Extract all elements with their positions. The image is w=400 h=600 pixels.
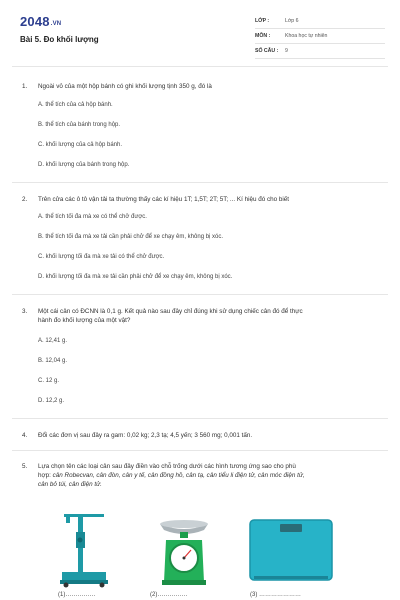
meta-label: SỐ CÂU : [255,48,279,54]
meta-row-class [255,15,385,29]
question-number: 3. [22,308,28,315]
meta-value: Lớp 6 [285,18,299,24]
option-3a[interactable]: A. 12,41 g. [38,338,68,344]
divider [12,450,388,451]
option-3d[interactable]: D. 12,2 g. [38,398,65,404]
lesson-title: Bài 5. Đo khối lượng [20,35,99,44]
option-2b[interactable]: B. thể tích tối đa mà xe tải cần phải chở để xe chạy êm, không bị xóc. [38,234,224,240]
option-1c[interactable]: C. khối lượng của cả hộp bánh. [38,142,123,148]
question-4 [22,431,382,440]
question-2 [22,195,382,204]
stem-italic: cân Robecvan, cân đòn, cân y tế, cân đồng hồ, cân tạ, cân tiểu li điện tử, cân móc điện tử, [50,472,305,479]
question-stem-line1: Một cái cân có ĐCNN là 0,1 g. Kết quả nào sau đây chỉ đúng khi sử dụng chiếc cân đó để thực [38,308,303,315]
logo-text: 2048 [20,14,50,29]
question-5 [22,462,382,489]
question-number: 4. [22,432,28,439]
meta-value: 9 [285,48,288,54]
question-number: 2. [22,196,28,203]
question-3 [22,307,382,325]
caption-1[interactable]: (1)…………… [58,592,96,598]
stem-text: hợp: [38,472,51,479]
question-stem: Đổi các đơn vị sau đây ra gam: 0,02 kg; 2,3 tạ; 4,5 yến; 3 560 mg; 0,001 tấn. [38,432,253,439]
question-stem-line2 [38,471,382,480]
divider [12,294,388,295]
option-2d[interactable]: D. khối lượng tối đa mà xe tải cần phải chở để xe chạy êm, không bị xóc. [38,274,233,280]
divider [12,182,388,183]
question-number: 1. [22,83,28,90]
meta-info [255,15,385,60]
question-stem-line1: Lựa chọn tên các loại cân sau đây điền vào chỗ trống dưới các hình tương ứng sao cho phù [38,463,296,470]
scale-images [0,508,400,590]
question-1 [22,82,382,91]
option-1a[interactable]: A. thể tích của cả hộp bánh. [38,102,113,108]
option-1d[interactable]: D. khối lượng của bánh trong hộp. [38,162,130,168]
meta-label: LỚP : [255,18,270,24]
meta-row-count [255,45,385,59]
electronic-scale-icon [248,518,334,584]
option-2c[interactable]: C. khối lượng tối đa mà xe tải có thể chở được. [38,254,165,260]
question-stem-line3 [38,480,382,489]
meta-value: Khoa học tự nhiên [285,33,328,39]
option-1b[interactable]: B. thể tích của bánh trong hộp. [38,122,121,128]
meta-label: MÔN : [255,33,271,39]
caption-2[interactable]: (2)…………… [150,592,188,598]
option-3c[interactable]: C. 12 g. [38,378,60,384]
option-3b[interactable]: B. 12,04 g. [38,358,68,364]
platform-scale-icon [58,510,110,588]
logo-suffix: .VN [50,21,62,27]
question-stem: Trên cửa các ô tô vận tải ta thường thấy các kí hiệu 1T; 1,5T; 2T; 5T; ... Kí hiệu đó cho biết [38,196,290,203]
caption-3[interactable]: (3) ………………… [250,592,301,598]
question-stem: Ngoài vỏ của một hộp bánh có ghi khối lượng tịnh 350 g, đó là [38,83,212,90]
question-number: 5. [22,463,28,470]
site-logo[interactable] [20,14,61,29]
question-stem-line2: hành đo khối lượng của một vật? [38,317,131,324]
header [0,0,400,62]
option-2a[interactable]: A. thể tích tối đa mà xe có thể chở được. [38,214,147,220]
meta-row-subject [255,30,385,44]
divider [12,66,388,67]
divider [12,418,388,419]
dial-scale-icon [158,516,210,588]
stem-italic: cân bỏ túi, cân điện tử. [38,481,102,488]
